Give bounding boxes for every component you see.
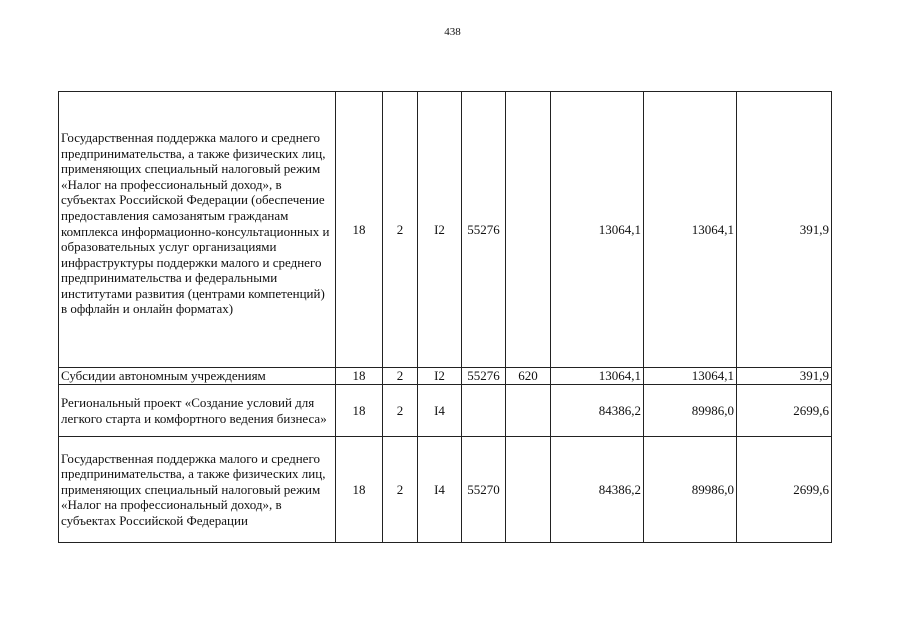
row-name: Государственная поддержка малого и среднего предпринимательства, а также физических лиц, применяющих специальный налоговый режим «Налог на профессиональный доход», в субъектах Российской Федерации — [59, 437, 336, 543]
program-code: 2 — [383, 92, 418, 368]
sum-year-3: 2699,6 — [737, 385, 832, 437]
target-code: 55276 — [462, 368, 506, 385]
expense-type-code: 620 — [506, 368, 551, 385]
sum-year-1: 13064,1 — [551, 92, 644, 368]
project-code: I4 — [418, 437, 462, 543]
project-code: I2 — [418, 92, 462, 368]
sum-year-2: 89986,0 — [644, 437, 737, 543]
project-code: I2 — [418, 368, 462, 385]
ministry-code: 18 — [336, 368, 383, 385]
expense-type-code — [506, 437, 551, 543]
table-row — [59, 368, 832, 385]
page-number: 438 — [444, 26, 461, 38]
sum-year-3: 2699,6 — [737, 437, 832, 543]
row-name: Региональный проект «Создание условий для легкого старта и комфортного ведения бизнеса» — [59, 385, 336, 437]
budget-table — [58, 91, 832, 543]
table-row — [59, 437, 832, 543]
sum-year-1: 13064,1 — [551, 368, 644, 385]
sum-year-1: 84386,2 — [551, 437, 644, 543]
project-code: I4 — [418, 385, 462, 437]
expense-type-code — [506, 385, 551, 437]
program-code: 2 — [383, 368, 418, 385]
row-name: Субсидии автономным учреждениям — [59, 368, 336, 385]
sum-year-1: 84386,2 — [551, 385, 644, 437]
sum-year-2: 13064,1 — [644, 92, 737, 368]
expense-type-code — [506, 92, 551, 368]
ministry-code: 18 — [336, 92, 383, 368]
sum-year-3: 391,9 — [737, 368, 832, 385]
ministry-code: 18 — [336, 437, 383, 543]
program-code: 2 — [383, 385, 418, 437]
sum-year-2: 13064,1 — [644, 368, 737, 385]
table-row — [59, 385, 832, 437]
sum-year-3: 391,9 — [737, 92, 832, 368]
target-code: 55270 — [462, 437, 506, 543]
program-code: 2 — [383, 437, 418, 543]
target-code — [462, 385, 506, 437]
sum-year-2: 89986,0 — [644, 385, 737, 437]
table-row — [59, 92, 832, 368]
row-name: Государственная поддержка малого и среднего предпринимательства, а также физических лиц, применяющих специальный налоговый режим «Налог на профессиональный доход», в субъектах Российской Федерации (обеспечение предоставления самозанятым гражданам комплекса информационно-консультационных и образовательных услуг организациями инфраструктуры поддержки малого и среднего предпринимательства и федеральными институтами развития (центрами компетенций) в оффлайн и онлайн форматах) — [59, 92, 336, 368]
target-code: 55276 — [462, 92, 506, 368]
ministry-code: 18 — [336, 385, 383, 437]
